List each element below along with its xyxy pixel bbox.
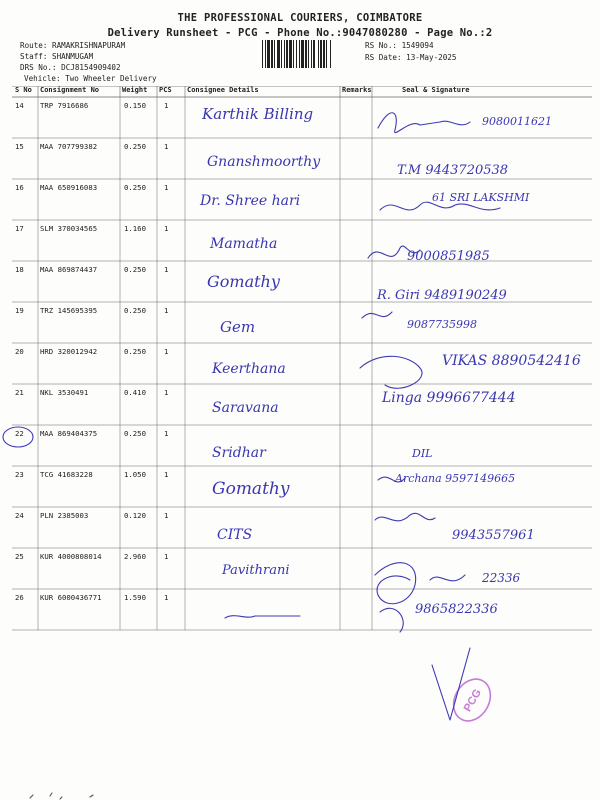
weight-value: 0.150 bbox=[124, 101, 146, 110]
table-row bbox=[12, 220, 592, 261]
consignee-name: Mamatha bbox=[210, 236, 278, 252]
pcs-count: 1 bbox=[164, 429, 169, 438]
column-header: Weight bbox=[122, 86, 148, 94]
serial-number: 23 bbox=[15, 470, 24, 479]
consignment-number: KUR 6000436771 bbox=[40, 593, 102, 602]
consignee-handwriting bbox=[187, 466, 337, 507]
serial-number: 26 bbox=[15, 593, 24, 602]
consignee-handwriting bbox=[187, 261, 337, 302]
pcs-count: 1 bbox=[164, 183, 169, 192]
signature-text: VIKAS 8890542416 bbox=[442, 353, 581, 369]
table-row bbox=[12, 343, 592, 384]
column-header: Seal & Signature bbox=[402, 86, 470, 94]
consignee-name: Keerthana bbox=[212, 361, 286, 377]
barcode-bar bbox=[262, 40, 263, 68]
serial-number: 24 bbox=[15, 511, 24, 520]
route-label: Route: RAMAKRISHNAPURAM bbox=[20, 41, 126, 50]
barcode-bar bbox=[284, 40, 285, 68]
consignee-handwriting bbox=[187, 302, 337, 343]
table-row bbox=[12, 466, 592, 507]
consignee-handwriting bbox=[187, 425, 337, 466]
signature-text: DIL bbox=[412, 447, 433, 460]
consignment-number: TRZ 145695395 bbox=[40, 306, 98, 315]
barcode-bar bbox=[265, 40, 266, 68]
weight-value: 1.590 bbox=[124, 593, 146, 602]
signature-area bbox=[374, 220, 594, 261]
barcode-bar bbox=[274, 40, 275, 68]
barcode-bar bbox=[330, 40, 331, 68]
stray-marks bbox=[30, 793, 93, 799]
signature-area bbox=[374, 507, 594, 548]
barcode-bar bbox=[271, 40, 273, 68]
signature-area bbox=[374, 548, 594, 589]
vehicle-label: Vehicle: Two Wheeler Delivery bbox=[24, 74, 157, 83]
weight-value: 0.250 bbox=[124, 306, 146, 315]
barcode-bar bbox=[293, 40, 294, 68]
signature-area bbox=[374, 384, 594, 425]
pcs-count: 1 bbox=[164, 511, 169, 520]
consignment-number: SLM 370034565 bbox=[40, 224, 98, 233]
company-title: THE PROFESSIONAL COURIERS, COIMBATORE bbox=[177, 12, 423, 24]
consignment-number: KUR 4000808014 bbox=[40, 552, 102, 561]
consignee-name: Karthik Billing bbox=[202, 105, 314, 123]
signature-text: 9087735998 bbox=[407, 318, 477, 331]
serial-number: 25 bbox=[15, 552, 24, 561]
pcs-count: 1 bbox=[164, 101, 169, 110]
table-row bbox=[12, 548, 592, 589]
barcode-bar bbox=[281, 40, 282, 68]
consignee-name: CITS bbox=[217, 527, 253, 543]
weight-value: 1.050 bbox=[124, 470, 146, 479]
barcode-bar bbox=[318, 40, 319, 68]
signature-area bbox=[374, 261, 594, 302]
check-mark bbox=[432, 648, 470, 720]
weight-value: 0.120 bbox=[124, 511, 146, 520]
serial-number: 14 bbox=[15, 101, 24, 110]
consignee-handwriting bbox=[187, 179, 337, 220]
consignment-number: MAA 869874437 bbox=[40, 265, 98, 274]
signature-text: Linga 9996677444 bbox=[382, 390, 516, 406]
consignee-handwriting bbox=[187, 97, 337, 138]
consignee-handwriting bbox=[187, 343, 337, 384]
signature-text: 61 SRI LAKSHMI bbox=[432, 191, 530, 204]
barcode-bar bbox=[277, 40, 280, 68]
weight-value: 0.250 bbox=[124, 142, 146, 151]
runsheet-subtitle: Delivery Runsheet - PCG - Phone No.:9047080280 - Page No.:2 bbox=[107, 27, 493, 39]
barcode-bar bbox=[289, 40, 292, 68]
weight-value: 0.250 bbox=[124, 347, 146, 356]
consignment-number: HRD 320012942 bbox=[40, 347, 98, 356]
column-header: Consignee Details bbox=[187, 86, 259, 94]
consignee-handwriting bbox=[187, 548, 337, 589]
consignee-name: Pavithrani bbox=[222, 563, 290, 578]
serial-number: 21 bbox=[15, 388, 24, 397]
consignee-name: Gomathy bbox=[212, 479, 290, 499]
signature-area bbox=[374, 302, 594, 343]
rs-number: RS No.: 1549094 bbox=[365, 41, 434, 50]
barcode-bar bbox=[313, 40, 315, 68]
consignment-number: MAA 869404375 bbox=[40, 429, 98, 438]
barcode-bar bbox=[299, 40, 300, 68]
column-header: PCS bbox=[159, 86, 172, 94]
pcs-count: 1 bbox=[164, 142, 169, 151]
staff-label: Staff: SHANMUGAM bbox=[20, 52, 94, 61]
signature-text: 9943557961 bbox=[452, 528, 535, 543]
column-header: Consignment No bbox=[40, 86, 100, 94]
barcode-bar bbox=[323, 40, 325, 68]
consignee-name: Gem bbox=[220, 318, 256, 336]
signature-text: 9865822336 bbox=[415, 602, 498, 617]
weight-value: 0.410 bbox=[124, 388, 146, 397]
consignment-number: NKL 3530491 bbox=[40, 388, 89, 397]
barcode-bar bbox=[296, 40, 297, 68]
serial-number: 15 bbox=[15, 142, 24, 151]
weight-value: 0.250 bbox=[124, 429, 146, 438]
consignment-number: PLN 2385003 bbox=[40, 511, 89, 520]
signature-area bbox=[374, 179, 594, 220]
consignee-handwriting bbox=[187, 507, 337, 548]
serial-number: 17 bbox=[15, 224, 24, 233]
barcode-bar bbox=[267, 40, 270, 68]
stamp-ring bbox=[446, 672, 497, 727]
pcs-count: 1 bbox=[164, 265, 169, 274]
table-row bbox=[12, 589, 592, 630]
serial-number: 18 bbox=[15, 265, 24, 274]
table-row bbox=[12, 384, 592, 425]
signature-text: 22336 bbox=[482, 571, 521, 585]
consignment-number: TRP 7916686 bbox=[40, 101, 89, 110]
consignee-name: Gnanshmoorthy bbox=[207, 154, 321, 170]
consignee-handwriting bbox=[187, 384, 337, 425]
column-header: Remarks bbox=[342, 86, 372, 94]
pcs-count: 1 bbox=[164, 470, 169, 479]
consignment-number: MAA 707799382 bbox=[40, 142, 98, 151]
barcode-bar bbox=[320, 40, 322, 68]
serial-number: 16 bbox=[15, 183, 24, 192]
pcs-count: 1 bbox=[164, 552, 169, 561]
weight-value: 0.250 bbox=[124, 183, 146, 192]
barcode-bar bbox=[286, 40, 288, 68]
weight-value: 1.160 bbox=[124, 224, 146, 233]
signature-text: R. Giri 9489190249 bbox=[377, 288, 507, 302]
rs-date: RS Date: 13-May-2025 bbox=[365, 53, 457, 62]
pcg-stamp bbox=[446, 672, 497, 727]
table-row bbox=[12, 302, 592, 343]
table-row bbox=[12, 179, 592, 220]
barcode-bar bbox=[301, 40, 304, 68]
pcs-count: 1 bbox=[164, 593, 169, 602]
consignee-name: Saravana bbox=[212, 400, 279, 416]
signature-text: 9000851985 bbox=[407, 249, 490, 261]
barcode bbox=[262, 40, 354, 68]
signature-area bbox=[374, 425, 594, 466]
table-row bbox=[12, 507, 592, 548]
consignee-handwriting bbox=[187, 589, 337, 630]
consignee-name: Gomathy bbox=[207, 272, 280, 291]
signature-area bbox=[374, 343, 594, 384]
signature-area bbox=[374, 138, 594, 179]
pcs-count: 1 bbox=[164, 388, 169, 397]
serial-number: 19 bbox=[15, 306, 24, 315]
barcode-bar bbox=[305, 40, 307, 68]
barcode-bar bbox=[308, 40, 309, 68]
signature-area bbox=[374, 589, 594, 630]
pcs-count: 1 bbox=[164, 347, 169, 356]
consignee-handwriting bbox=[187, 138, 337, 179]
consignee-handwriting bbox=[187, 220, 337, 261]
signature-area bbox=[374, 97, 594, 138]
consignee-name: Sridhar bbox=[212, 445, 266, 461]
consignment-number: MAA 650916083 bbox=[40, 183, 98, 192]
pcs-count: 1 bbox=[164, 306, 169, 315]
signature-text: Archana 9597149665 bbox=[395, 472, 516, 485]
barcode-bar bbox=[326, 40, 327, 68]
weight-value: 0.250 bbox=[124, 265, 146, 274]
pcs-count: 1 bbox=[164, 224, 169, 233]
stamp-text: PCG bbox=[461, 687, 485, 714]
table-row bbox=[12, 138, 592, 179]
table-row bbox=[12, 425, 592, 466]
runsheet-table bbox=[12, 86, 592, 634]
serial-number: 20 bbox=[15, 347, 24, 356]
table-row bbox=[12, 261, 592, 302]
barcode-bar bbox=[311, 40, 312, 68]
consignee-name: Dr. Shree hari bbox=[200, 193, 301, 209]
column-header: S No bbox=[15, 86, 32, 94]
signature-text: T.M 9443720538 bbox=[397, 163, 509, 178]
signature-area bbox=[374, 466, 594, 507]
weight-value: 2.960 bbox=[124, 552, 146, 561]
signature-text: 9080011621 bbox=[482, 115, 552, 128]
consignment-number: TCG 41683228 bbox=[40, 470, 93, 479]
serial-number: 22 bbox=[15, 429, 24, 438]
table-row bbox=[12, 97, 592, 138]
drs-number: DRS No.: DCJ8154909402 bbox=[20, 63, 121, 72]
